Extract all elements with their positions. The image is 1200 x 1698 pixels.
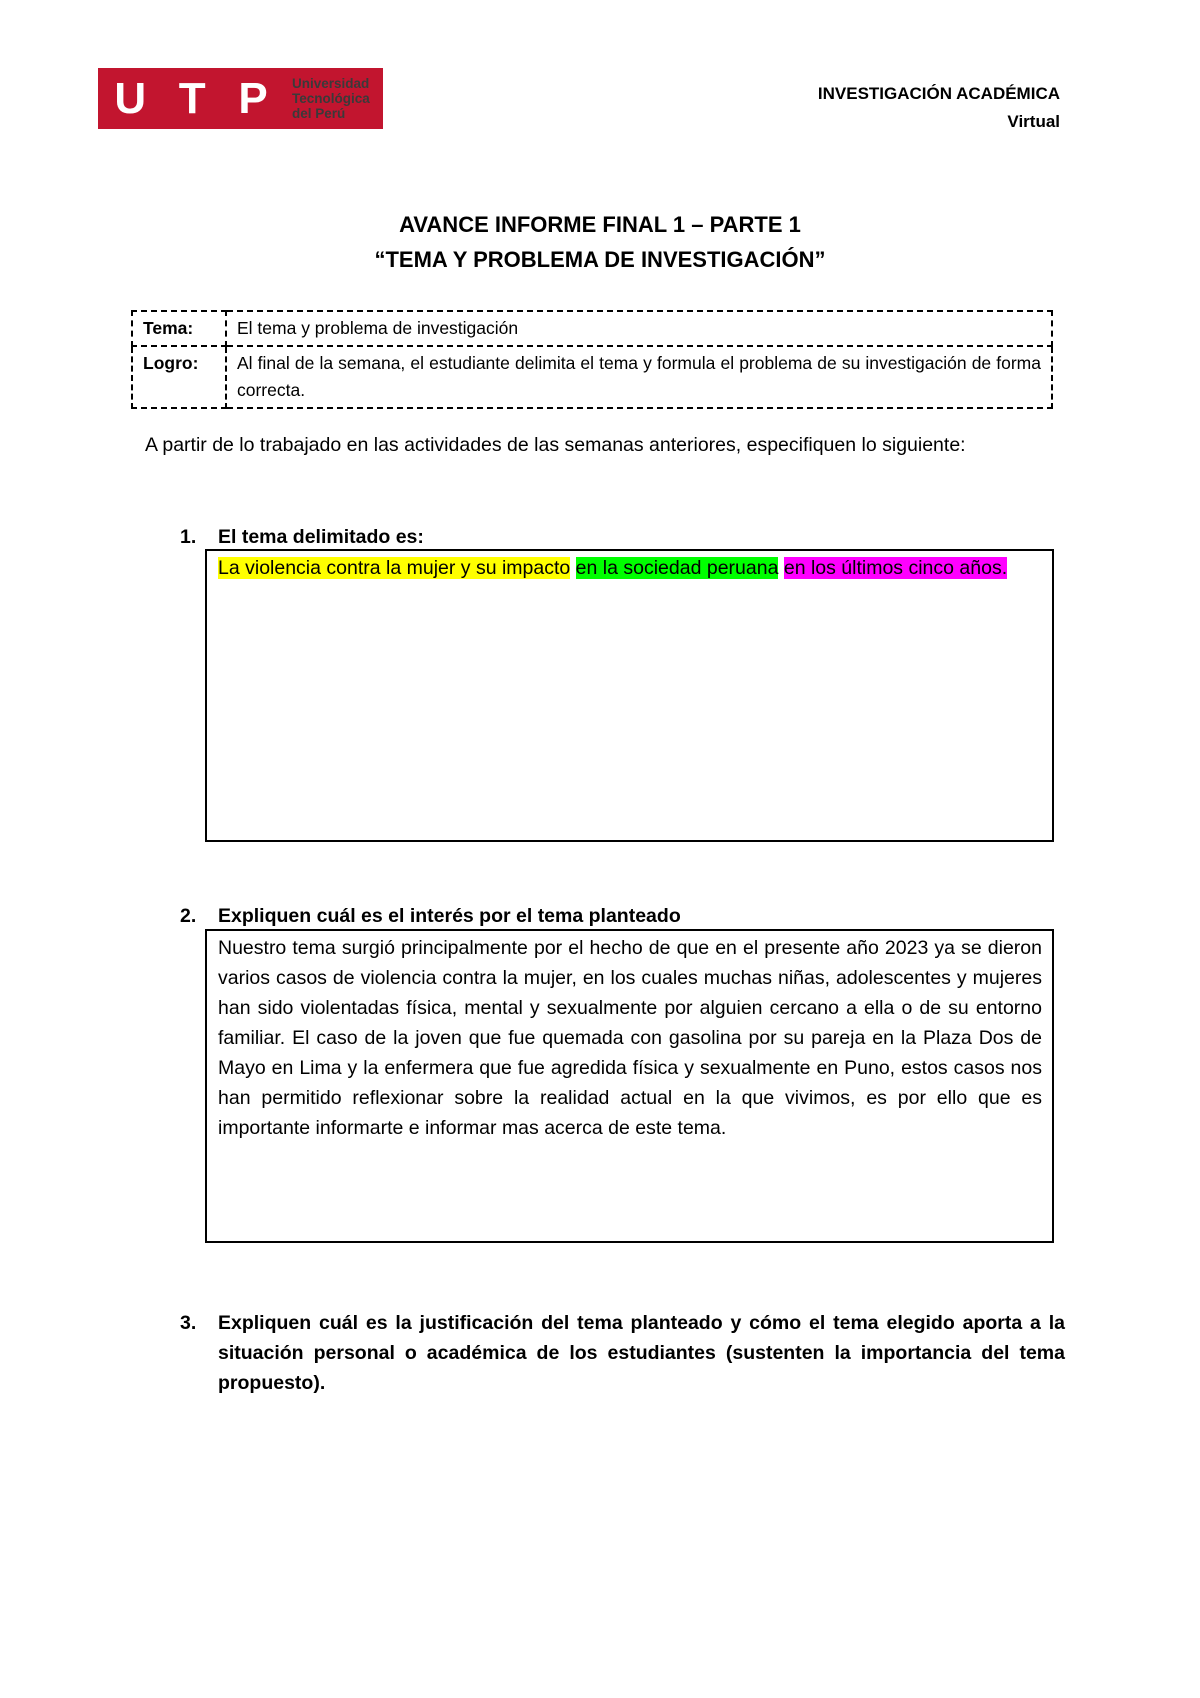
title-line-1: AVANCE INFORME FINAL 1 – PARTE 1 xyxy=(399,212,801,237)
logo-line-3: del Perú xyxy=(292,106,346,121)
info-row-tema xyxy=(132,311,1052,346)
document-title xyxy=(0,207,1200,277)
logo-letter-p: P xyxy=(238,73,268,123)
info-label-logro: Logro: xyxy=(132,346,226,408)
course-header xyxy=(818,80,1060,136)
question-3 xyxy=(180,1308,1065,1398)
info-label-tema: Tema: xyxy=(132,311,226,346)
logo-line-2: Tecnológica xyxy=(292,91,370,106)
answer-1-segment-topic: La violencia contra la mujer y su impacto xyxy=(218,557,571,579)
course-modality: Virtual xyxy=(1007,112,1060,131)
answer-1-segment-time: en los últimos cinco años. xyxy=(783,557,1008,579)
info-value-logro: Al final de la semana, el estudiante delimita el tema y formula el problema de su investigación de forma correcta. xyxy=(226,346,1052,408)
question-1-number: 1. xyxy=(180,526,197,548)
course-name: INVESTIGACIÓN ACADÉMICA xyxy=(817,84,1060,103)
info-value-tema: El tema y problema de investigación xyxy=(226,311,1052,346)
question-2-text: Expliquen cuál es el interés por el tema planteado xyxy=(218,905,681,927)
question-3-text: Expliquen cuál es la justificación del tema planteado y cómo el tema elegido aporta a la situación personal o académica de los estudiantes (sustenten la importancia del tema propuesto). xyxy=(218,1312,1065,1394)
logo-university-name xyxy=(292,76,370,121)
question-3-number: 3. xyxy=(180,1312,197,1334)
answer-1-segment-place: en la sociedad peruana xyxy=(575,557,779,579)
info-row-logro xyxy=(132,346,1052,408)
utp-logo xyxy=(98,68,383,129)
answer-box-2[interactable] xyxy=(205,929,1054,1243)
question-1-text: El tema delimitado es: xyxy=(218,526,424,548)
question-2-number: 2. xyxy=(180,905,197,927)
info-table xyxy=(131,310,1053,409)
intro-paragraph: A partir de lo trabajado en las actividades de las semanas anteriores, especifiquen lo siguiente: xyxy=(145,434,966,456)
logo-red-block xyxy=(98,68,383,129)
logo-line-1: Universidad xyxy=(292,76,370,91)
logo-letter-u: U xyxy=(114,73,147,123)
logo-letter-t: T xyxy=(178,73,206,123)
title-line-2: “TEMA Y PROBLEMA DE INVESTIGACIÓN” xyxy=(374,247,826,272)
answer-box-1[interactable] xyxy=(205,549,1054,842)
answer-2-text: Nuestro tema surgió principalmente por el hecho de que en el presente año 2023 ya se dieron varios casos de violencia contra la mujer, en los cuales muchas niñas, adolescentes y mujeres han sido violentadas física, mental y sexualmente por alguien cercano a ella o de su entorno familiar. El caso de la joven que fue quemada con gasolina por su pareja en la Plaza Dos de Mayo en Lima y la enfermera que fue agredida física y sexualmente en Puno, estos casos nos han permitido reflexionar sobre la realidad actual en la que vivimos, es por ello que es importante informarte e informar mas acerca de este tema. xyxy=(218,937,1042,1139)
